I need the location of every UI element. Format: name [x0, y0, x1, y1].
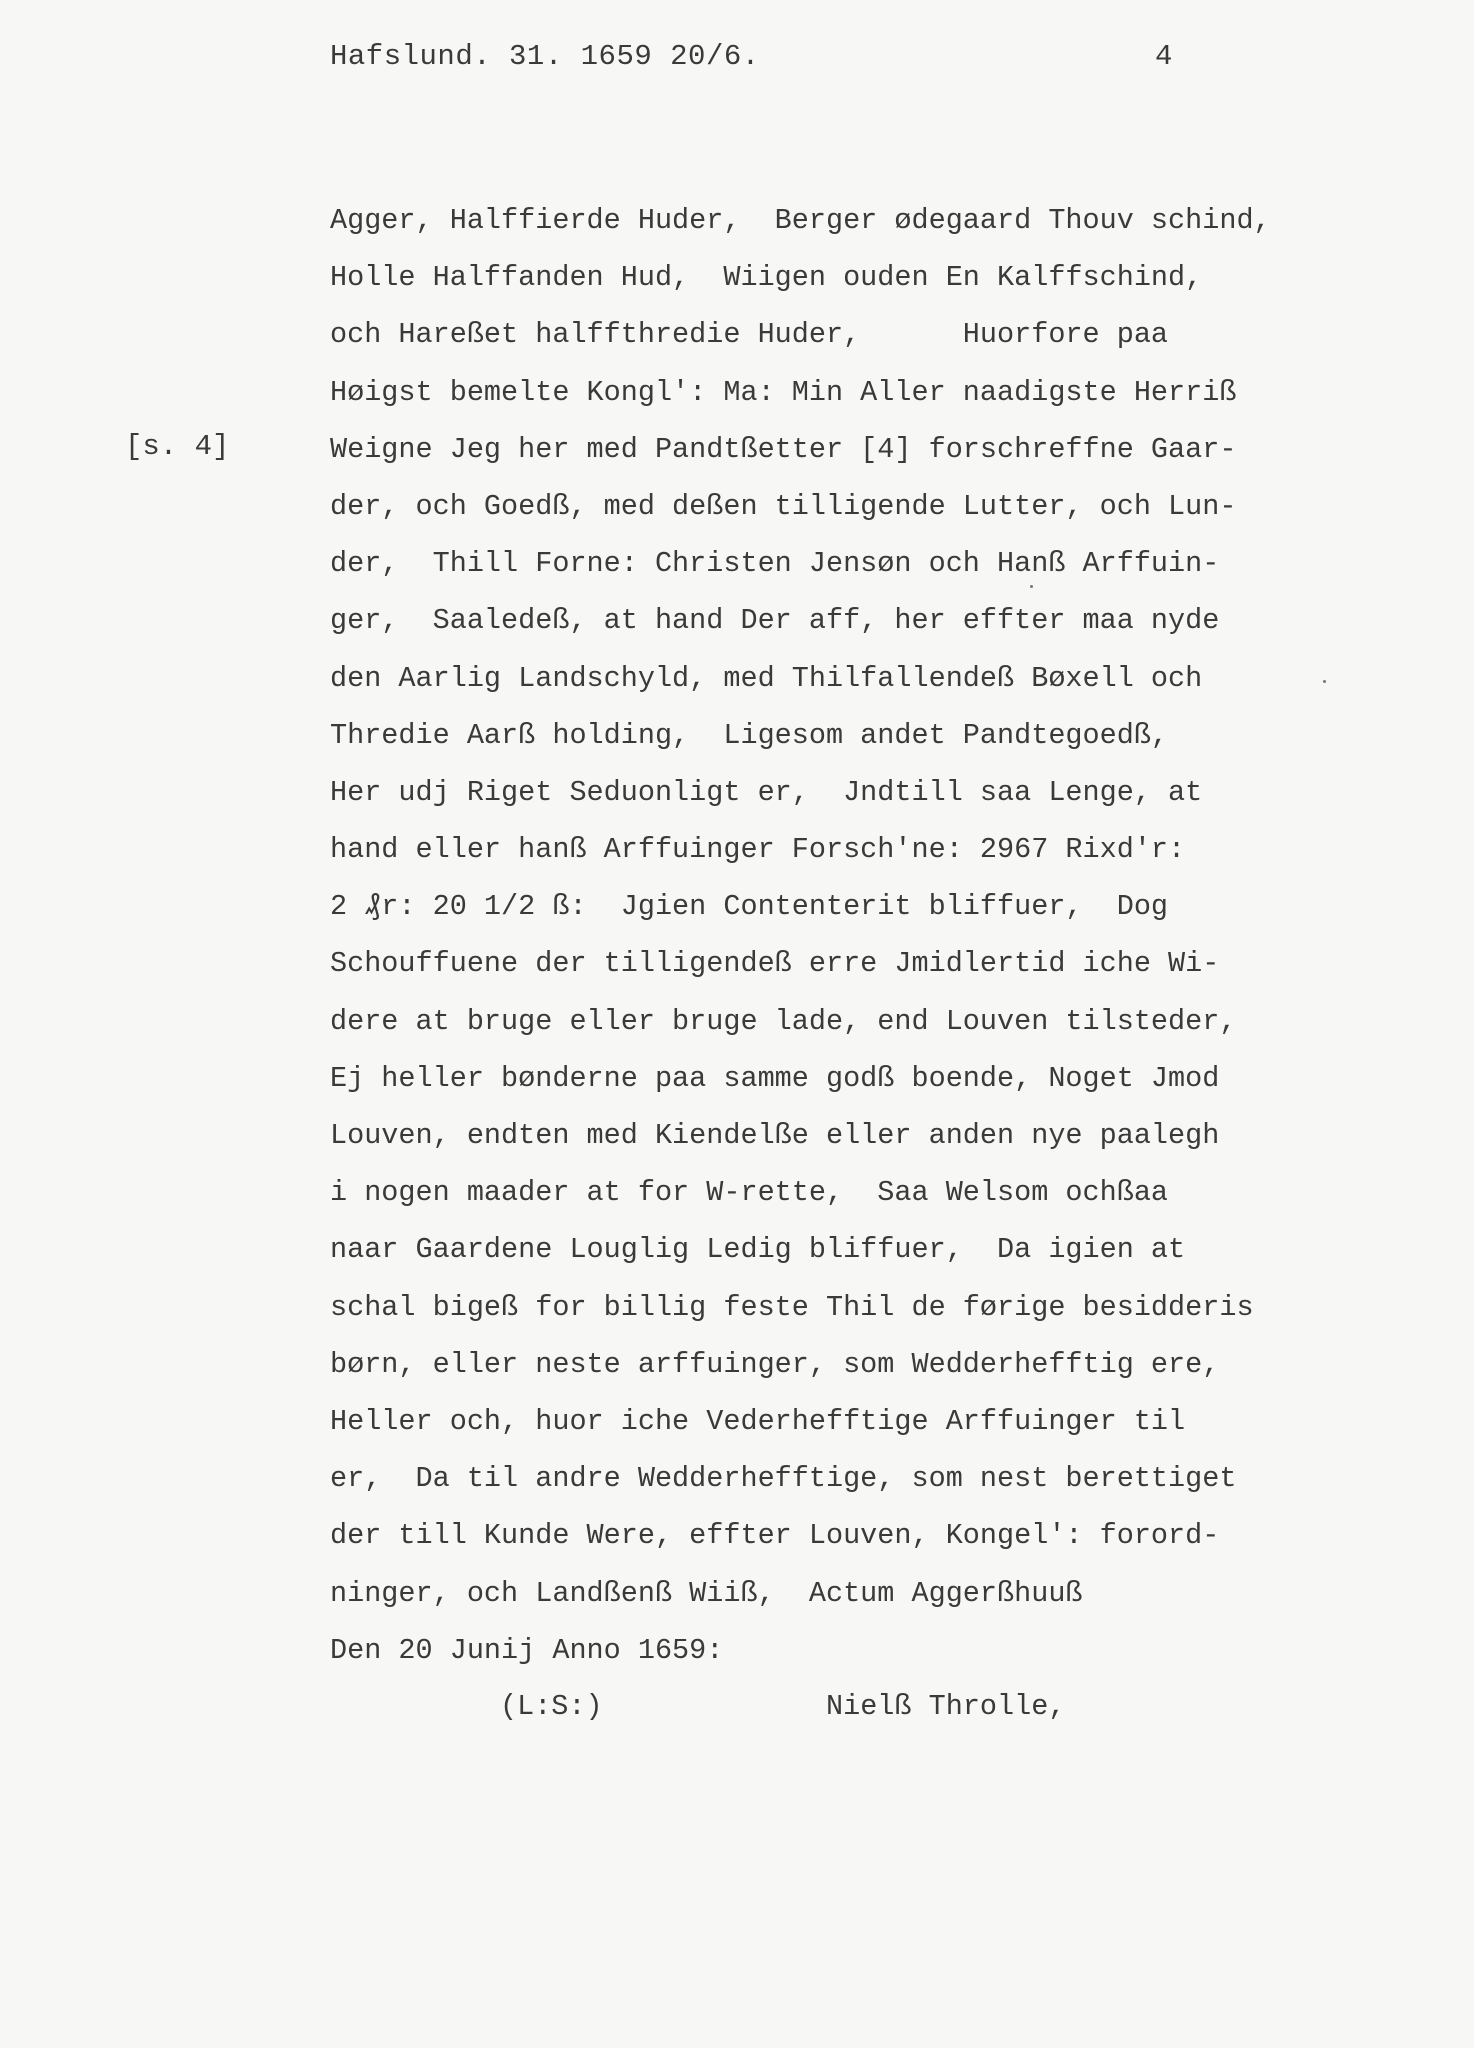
text-line: den Aarlig Landschyld, med Thilfallendeß Bøxell och: [330, 661, 1203, 695]
text-line: i nogen maader at for W-rette, Saa Welsom ochßaa: [330, 1176, 1169, 1210]
text-line: ger, Saaledeß, at hand Der aff, her effter maa nyde: [330, 604, 1220, 638]
text-line: Den 20 Junij Anno 1659:: [330, 1633, 724, 1667]
text-line: børn, eller neste arffuinger, som Wedderhefftig ere,: [330, 1347, 1220, 1381]
text-line: Louven, endten med Kiendelße eller anden nye paalegh: [330, 1119, 1220, 1152]
text-line: Ej heller bønderne paa samme godß boende, Noget Jmod: [330, 1061, 1220, 1095]
text-line: Weigne Jeg her med Pandtßetter [4] forschreffne Gaar-: [330, 432, 1237, 466]
page-number: 4: [1155, 40, 1173, 73]
text-line: er, Da til andre Wedderhefftige, som nest berettiget: [330, 1462, 1237, 1496]
seal-mark: (L:S:): [500, 1690, 603, 1723]
text-line: schal bigeß for billig feste Thil de førige besidderis: [330, 1290, 1254, 1324]
text-line: naar Gaardene Louglig Ledig bliffuer, Da igien at: [330, 1233, 1186, 1267]
text-line: der, och Goedß, med deßen tilligende Lutter, och Lun-: [330, 489, 1237, 523]
text-line: Thredie Aarß holding, Ligesom andet Pandtegoedß,: [330, 718, 1169, 752]
page-header: Hafslund. 31. 1659 20/6.: [330, 40, 760, 73]
text-line: Agger, Halffierde Huder, Berger ødegaard Thouv schind,: [330, 204, 1271, 237]
text-line: Holle Halffanden Hud, Wiigen ouden En Kalffschind,: [330, 261, 1203, 295]
text-line: ninger, och Landßenß Wiiß, Actum Aggerßhuuß: [330, 1576, 1083, 1610]
text-line: der till Kunde Were, effter Louven, Kongel': forord-: [330, 1519, 1220, 1553]
text-line: Høigst bemelte Kongl': Ma: Min Aller naadigste Herriß: [330, 375, 1237, 409]
paper-speck: [1030, 585, 1033, 588]
text-line: Her udj Riget Seduonligt er, Jndtill saa Lenge, at: [330, 775, 1203, 809]
text-line: dere at bruge eller bruge lade, end Louven tilsteder,: [330, 1004, 1237, 1038]
document-body: [330, 192, 1440, 1679]
text-line: Schouffuene der tilligendeß erre Jmidlertid iche Wi-: [330, 947, 1220, 981]
margin-note: [s. 4]: [125, 430, 230, 463]
text-line: och Hareßet halffthredie Huder, Huorfore paa: [330, 318, 1169, 352]
signatory-name: Nielß Throlle,: [826, 1690, 1066, 1723]
text-line: 2 ₰r: 20 1/2 ß: Jgien Contenterit bliffuer, Dog: [330, 890, 1169, 924]
text-line: Heller och, huor iche Vederhefftige Arffuinger til: [330, 1404, 1186, 1438]
text-line: der, Thill Forne: Christen Jensøn och Hanß Arffuin-: [330, 547, 1220, 581]
text-line: hand eller hanß Arffuinger Forsch'ne: 2967 Rixd'r:: [330, 833, 1186, 867]
paper-speck: [1323, 680, 1326, 683]
